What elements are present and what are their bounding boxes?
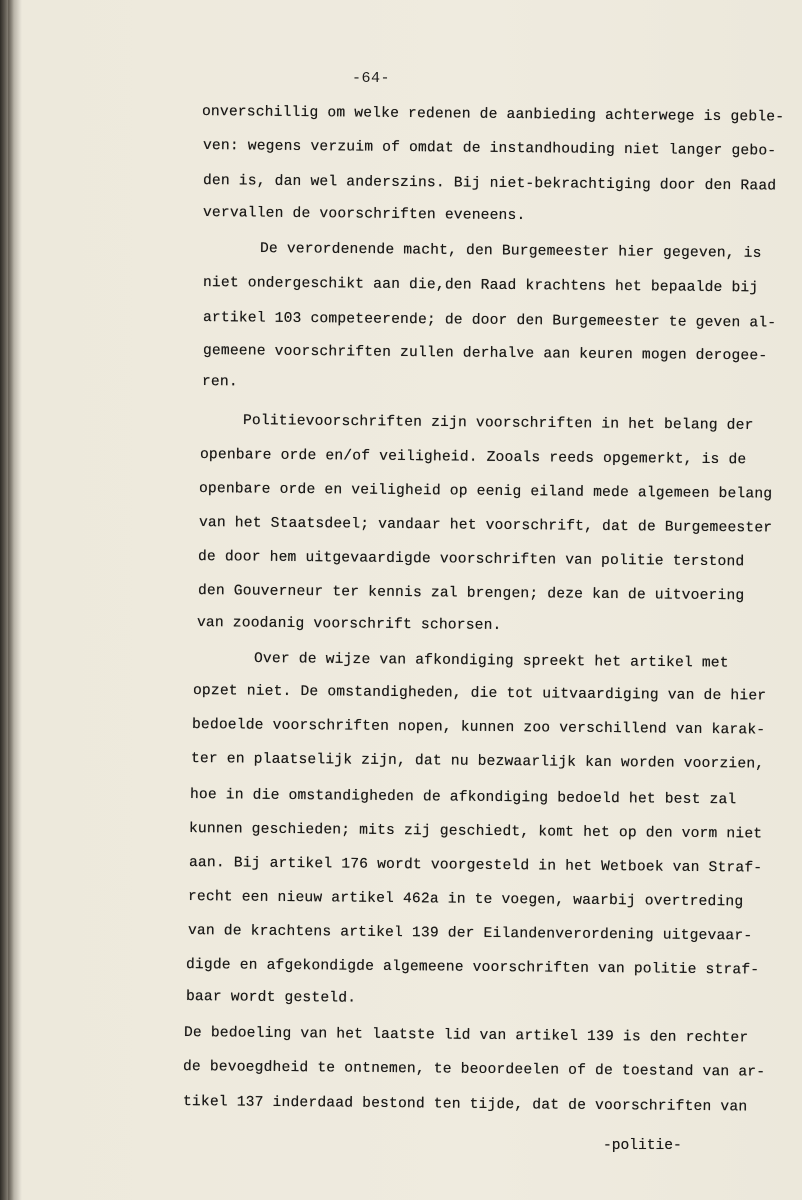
text-line: ter en plaatselijk zijn, dat nu bezwaarlijk kan worden voorzien,: [190, 751, 765, 773]
text-line: de bevoegdheid te ontnemen, te beoordeelen of de toestand van ar-: [182, 1059, 766, 1081]
text-line: Over de wijze van afkondiging spreekt het artikel met: [253, 651, 729, 672]
text-line: tikel 137 inderdaad bestond ten tijde, dat de voorschriften van: [182, 1094, 748, 1116]
text-line: openbare orde en veiligheid op eenig eiland mede algemeen belang: [198, 481, 773, 503]
text-line: den Gouverneur ter kennis zal brengen; deze kan de uitvoering: [197, 583, 745, 605]
text-line: van de krachtens artikel 139 der Eilandenverordening uitgevaar-: [187, 923, 753, 945]
text-line: van het Staatsdeel; vandaar het voorschrift, dat de Burgemeester: [198, 515, 773, 537]
text-line: ren.: [201, 374, 238, 391]
page-number: -64-: [352, 70, 391, 87]
text-line: recht een nieuw artikel 462a in te voegen, waarbij overtreding: [187, 889, 744, 911]
text-line: kunnen geschieden; mits zij geschiedt, komt het op den vorm niet: [188, 821, 763, 843]
text-line: bedoelde voorschriften nopen, kunnen zoo verschillend van karak-: [191, 717, 766, 739]
text-line: Politievoorschriften zijn voorschriften in het belang der: [242, 413, 754, 434]
text-line: den is, dan wel anderszins. Bij niet-bekrachtiging door den Raad: [202, 173, 777, 195]
text-line: de door hem uitgevaardigde voorschriften van politie terstond: [197, 549, 745, 571]
text-line: digde en afgekondigde algemeene voorschriften van politie straf-: [185, 957, 760, 979]
text-line: openbare orde en/of veiligheid. Zooals reeds opgemerkt, is de: [199, 447, 747, 469]
text-line: gemeene voorschriften zullen derhalve aan keuren mogen derogee-: [202, 343, 768, 365]
catchword: -politie-: [603, 1138, 682, 1154]
text-line: vervallen de voorschriften eveneens.: [202, 205, 526, 225]
text-line: ven: wegens verzuim of omdat de instandhouding niet langer gebo-: [202, 138, 777, 160]
text-line: aan. Bij artikel 176 wordt voorgesteld in het Wetboek van Straf-: [188, 855, 763, 877]
text-line: baar wordt gesteld.: [185, 989, 357, 1007]
text-line: De bedoeling van het laatste lid van artikel 139 is den rechter: [183, 1025, 749, 1047]
text-line: opzet niet. De omstandigheden, die tot uitvaardiging van de hier: [192, 683, 767, 705]
text-line: onverschillig om welke redenen de aanbieding achterwege is geble-: [201, 104, 785, 126]
text-line: van zoodanig voorschrift schorsen.: [196, 615, 502, 634]
binding-edge-shadow: [8, 0, 22, 1200]
text-line: artikel 103 competeerende; de door den Burgemeester te geven al-: [202, 310, 777, 332]
text-line: niet ondergeschikt aan die,den Raad krachtens het bepaalde bij: [202, 275, 759, 297]
text-line: De verordenende macht, den Burgemeester hier gegeven, is: [259, 241, 762, 262]
text-line: hoe in die omstandigheden de afkondiging bedoeld het best zal: [189, 787, 737, 809]
